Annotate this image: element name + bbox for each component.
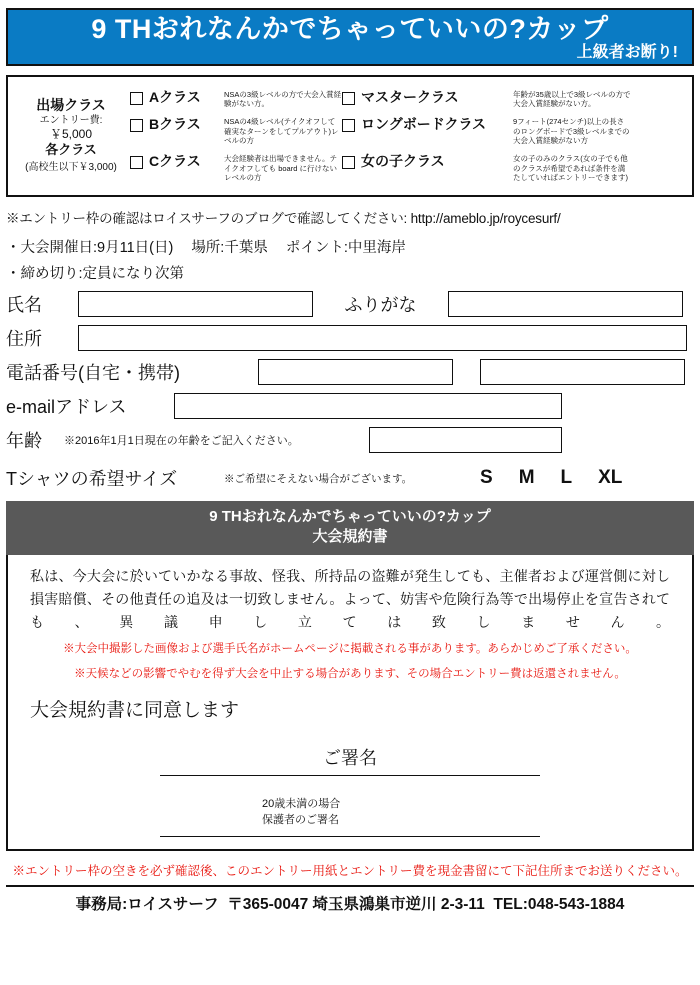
guardian-label-line2: 保護者のご署名 [262, 814, 339, 827]
name-label: 氏名 [6, 295, 42, 315]
class-column-right [342, 90, 692, 183]
signature-line[interactable] [160, 774, 540, 776]
class-section-label: 出場クラス [36, 97, 106, 114]
class-a-label: Aクラス [149, 88, 201, 105]
class-option-master[interactable] [342, 90, 692, 109]
address-label: 住所 [6, 329, 42, 349]
row-address [6, 325, 694, 351]
guardian-signature-label [262, 796, 670, 829]
class-option-girls[interactable] [342, 154, 692, 182]
rules-red-note-2: ※天候などの影響でやむを得ず大会を中止する場合があります、その場合エントリー費は返還されません。 [74, 667, 626, 680]
email-input[interactable] [174, 393, 562, 419]
tshirt-size-xl[interactable]: XL [598, 467, 623, 488]
rules-banner [6, 501, 694, 555]
class-selection-box [6, 75, 694, 197]
class-master-label: マスタークラス [361, 88, 459, 105]
entry-fee-label: エントリー費: [39, 114, 103, 126]
age-note: ※2016年1月1日現在の年齢をご記入ください。 [64, 435, 299, 447]
tel-label: TEL: [493, 895, 528, 913]
entry-fee-student-note: (高校生以下￥3,000) [25, 162, 117, 174]
row-name [6, 291, 694, 317]
office-postal: 〒365-0047 [227, 895, 309, 913]
tshirt-size-s[interactable]: S [480, 467, 493, 488]
entry-fee-amount: ￥5,000 [49, 127, 93, 142]
class-master-desc: 年齢が35歳以上で3級レベルの方で大会入賞経験がない方。 [513, 89, 631, 108]
name-input[interactable] [78, 291, 313, 317]
signature-label: ご署名 [323, 747, 377, 768]
phone-label: 電話番号(自宅・携帯) [6, 363, 180, 383]
header-banner [6, 8, 694, 66]
page-title: 9 THおれなんかでちゃっていいの?カップ [91, 14, 609, 44]
footer-divider [6, 885, 694, 887]
checkbox-class-c[interactable] [130, 156, 143, 169]
header-subtitle: 上級者お断り! [576, 44, 678, 61]
class-b-label: Bクラス [149, 116, 201, 133]
class-girls-desc: 女の子のみのクラス(女の子でも他のクラスが希望であれば条件を満たしていればエントリーできます) [513, 154, 628, 183]
entry-confirmation-note: ※エントリー枠の確認はロイスサーフのブログで確認してください: http://ameblo.jp/roycesurf/ [6, 211, 561, 226]
tshirt-size-l[interactable]: L [560, 467, 573, 488]
tel-value: 048-543-1884 [527, 895, 625, 913]
furigana-input[interactable] [448, 291, 683, 317]
class-option-b[interactable] [130, 117, 342, 145]
rules-banner-subtitle: 大会規約書 [312, 528, 388, 545]
checkbox-class-girls[interactable] [342, 156, 355, 169]
class-b-desc: NSAの4級レベル(テイクオフして確実なターンをしてプルアウト)レベルの方 [224, 117, 339, 145]
class-longboard-desc: 9フィート(274センチ)以上の長さのロングボードで3級レベルまでの大会入賞経験がない方 [513, 117, 630, 145]
row-email [6, 393, 694, 419]
event-point-label: ポイント: [285, 240, 348, 256]
class-columns [130, 77, 692, 195]
office-name: ロイスサーフ [127, 895, 219, 913]
furigana-label: ふりがな [344, 295, 417, 315]
event-place-value: 千葉県 [224, 240, 268, 256]
checkbox-class-longboard[interactable] [342, 119, 355, 132]
event-date-label: ・大会開催日: [6, 240, 98, 256]
checkbox-class-a[interactable] [130, 92, 143, 105]
rules-body [6, 555, 694, 851]
phone-input-home[interactable] [258, 359, 453, 385]
rules-banner-title: 9 THおれなんかでちゃっていいの?カップ [209, 508, 491, 525]
class-a-desc: NSAの3級レベルの方で大会入賞経験がない方。 [224, 89, 342, 108]
agreement-text: 大会規約書に同意します [30, 699, 240, 721]
event-date-value: 9月11日(日) [97, 240, 174, 256]
row-age [6, 427, 694, 453]
office-label: 事務局: [75, 895, 128, 913]
class-option-c[interactable] [130, 154, 342, 182]
row-phone [6, 359, 694, 385]
phone-input-mobile[interactable] [480, 359, 685, 385]
event-deadline: ・締め切り:定員になり次第 [6, 266, 185, 282]
class-fee-info [8, 97, 130, 175]
office-street: 埼玉県鴻巣市逆川 2-3-11 [312, 895, 485, 913]
age-input[interactable] [369, 427, 562, 453]
tshirt-label: Tシャツの希望サイズ [6, 469, 178, 489]
entry-form-page [0, 8, 700, 985]
guardian-label-line1: 20歳未満の場合 [262, 797, 341, 810]
footer-red-note: ※エントリー枠の空きを必ず確認後、このエントリー用紙とエントリー費を現金書留にて下記住所までお送りください。 [12, 863, 688, 878]
applicant-form [6, 291, 694, 491]
guardian-signature-line[interactable] [160, 835, 540, 837]
class-longboard-label: ロングボードクラス [361, 116, 487, 133]
tshirt-size-m[interactable]: M [518, 467, 535, 488]
rules-red-note-1: ※大会中撮影した画像および選手氏名がホームページに掲載される事があります。あらかじめご了承ください。 [63, 643, 637, 656]
email-label: e-mailアドレス [6, 397, 127, 417]
class-c-label: Cクラス [149, 153, 201, 170]
class-column-left [130, 90, 342, 183]
class-c-desc: 大会経験者は出場できません。テイクオフしても board に行けないレベルの方 [224, 154, 337, 183]
rules-text: 私は、今大会に於いていかなる事故、怪我、所持品の盗難が発生しても、主催者および運営側に対し損害賠償、その他責任の追及は一切致しません。よって、妨害や危険行為等で出場停止を宣告されても、異議申し立ては致しません。 [30, 568, 670, 631]
checkbox-class-b[interactable] [130, 119, 143, 132]
age-label: 年齢 [6, 431, 42, 451]
row-tshirt [6, 465, 694, 491]
event-place-label: 場所: [191, 240, 225, 256]
class-option-a[interactable] [130, 90, 342, 109]
class-option-longboard[interactable] [342, 117, 692, 145]
class-girls-label: 女の子クラス [361, 153, 445, 170]
footer-address [6, 892, 694, 914]
address-input[interactable] [78, 325, 687, 351]
tshirt-size-options [480, 467, 622, 489]
event-info-line [6, 236, 694, 257]
event-point-value: 中里海岸 [347, 240, 406, 256]
tshirt-note: ※ご希望にそえない場合がございます。 [224, 472, 413, 485]
checkbox-class-master[interactable] [342, 92, 355, 105]
entry-fee-each-class: 各クラス [45, 142, 97, 158]
